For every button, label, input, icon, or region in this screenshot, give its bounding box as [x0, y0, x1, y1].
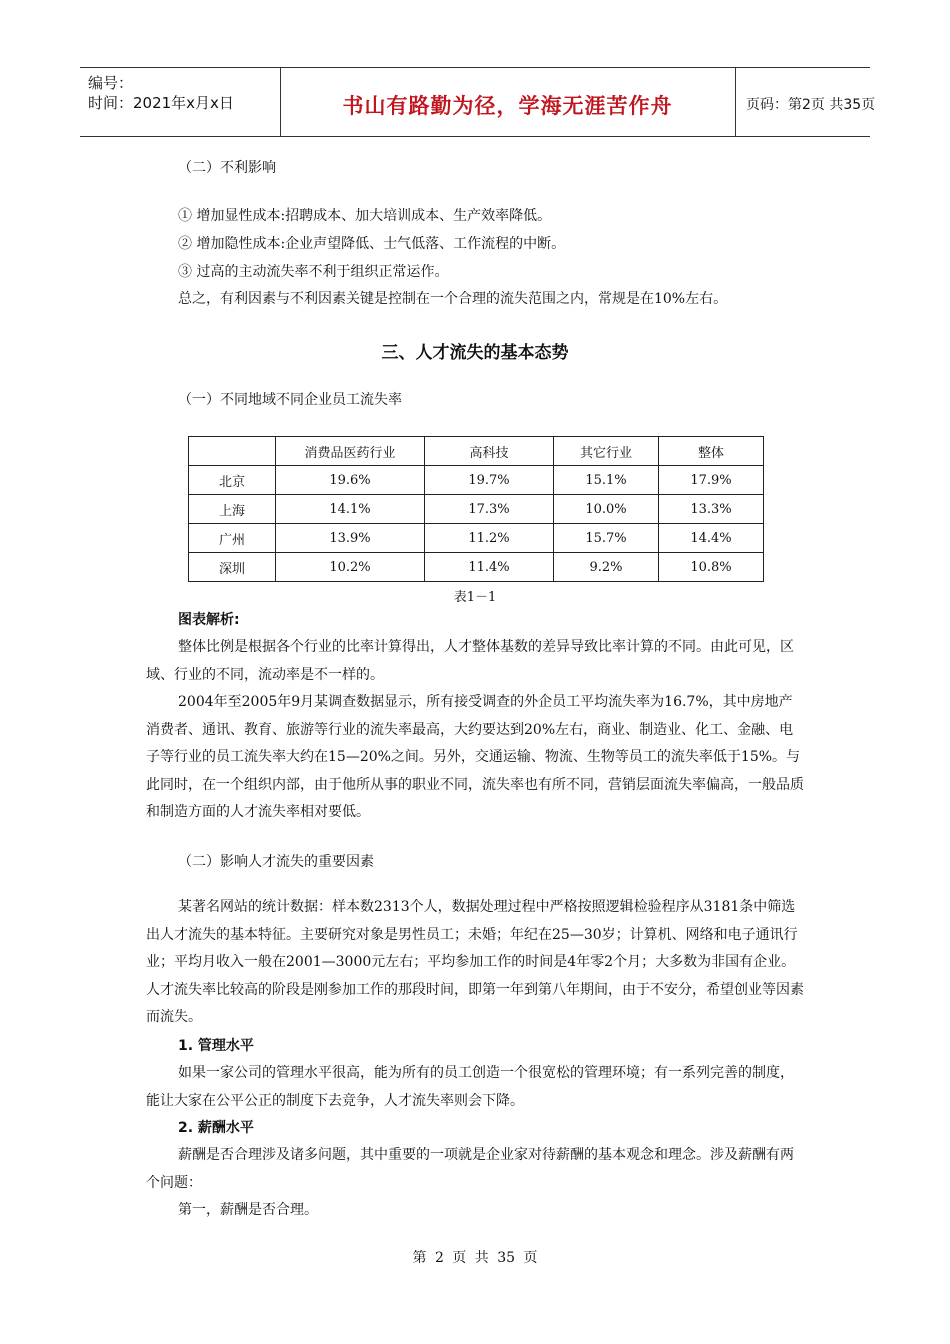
page-header [80, 67, 876, 137]
table-cell: 13.9% [276, 524, 425, 553]
table-header-cell: 高科技 [425, 437, 554, 466]
table-cell: 深圳 [189, 553, 276, 582]
table-row [189, 553, 764, 582]
table-cell: 广州 [189, 524, 276, 553]
table-header-cell [189, 437, 276, 466]
doc-time-label: 时间：2021年x月x日 [88, 94, 234, 112]
table-cell: 9.2% [554, 553, 659, 582]
doc-number-label: 编号： [88, 74, 134, 92]
salary-paragraph: 第一，薪酬是否合理。 [178, 1202, 318, 1218]
table-cell: 14.1% [276, 495, 425, 524]
header-page-cell [736, 68, 876, 136]
table-cell: 19.6% [276, 466, 425, 495]
list-item: ① 增加显性成本:招聘成本、加大培训成本、生产效率降低。 [178, 208, 552, 224]
analysis-paragraph: 整体比例是根据各个行业的比率计算得出，人才整体基数的差异导致比率计算的不同。由此可见，区域、行业的不同，流动率是不一样的。 [146, 639, 794, 683]
table-header-cell: 整体 [659, 437, 764, 466]
analysis-title: 图表解析: [178, 612, 240, 628]
table-cell: 17.9% [659, 466, 764, 495]
table-header-cell: 其它行业 [554, 437, 659, 466]
table-cell: 15.1% [554, 466, 659, 495]
table-cell: 北京 [189, 466, 276, 495]
table-cell: 13.3% [659, 495, 764, 524]
list-item: ③ 过高的主动流失率不利于组织正常运作。 [178, 264, 449, 280]
factor-heading-management: 1. 管理水平 [178, 1038, 254, 1054]
factor-heading-salary: 2. 薪酬水平 [178, 1120, 254, 1136]
table-cell: 10.0% [554, 495, 659, 524]
chapter-heading: 三、人才流失的基本态势 [381, 343, 569, 363]
table-cell: 14.4% [659, 524, 764, 553]
table-row [189, 495, 764, 524]
analysis-paragraph: 2004年至2005年9月某调查数据显示，所有接受调查的外企员工平均流失率为16.7%，其中房地产消费者、通讯、教育、旅游等行业的流失率最高，大约要达到20%左右，商业、制造业、化工、金融、电子等行业的员工流失率大约在15—20%之间。另外，交通运输、物流、生物等员工的流失率低于15%。与此同时，在一个组织内部，由于他所从事的职业不同，流失率也有所不同，营销层面流失率偏高，一般品质和制造方面的人才流失率相对要低。 [146, 694, 804, 820]
header-page-info: 页码：第2页 共35页 [746, 97, 876, 113]
subsection-title: （一）不同地域不同企业员工流失率 [178, 392, 402, 408]
table-cell: 15.7% [554, 524, 659, 553]
management-paragraph: 如果一家公司的管理水平很高，能为所有的员工创造一个很宽松的管理环境；有一系列完善的制度，能让大家在公平公正的制度下去竞争，人才流失率则会下降。 [146, 1065, 794, 1109]
page-footer: 第 2 页 共 35 页 [412, 1250, 538, 1266]
header-motto-cell [280, 68, 736, 136]
subsection-title: （二）影响人才流失的重要因素 [178, 854, 374, 870]
header-meta [80, 68, 281, 136]
list-item: ② 增加隐性成本:企业声望降低、士气低落、工作流程的中断。 [178, 236, 566, 252]
table-cell: 17.3% [425, 495, 554, 524]
table-header-cell: 消费品医药行业 [276, 437, 425, 466]
salary-paragraph: 薪酬是否合理涉及诸多问题，其中重要的一项就是企业家对待薪酬的基本观念和理念。涉及薪酬有两个问题： [146, 1147, 794, 1191]
turnover-table [188, 436, 764, 582]
table-cell: 10.2% [276, 553, 425, 582]
table-cell: 10.8% [659, 553, 764, 582]
summary-text: 总之，有利因素与不利因素关键是控制在一个合理的流失范围之内，常规是在10%左右。 [178, 291, 728, 307]
table-row [189, 524, 764, 553]
table-cell: 上海 [189, 495, 276, 524]
factors-paragraph: 某著名网站的统计数据：样本数2313个人，数据处理过程中严格按照逻辑检验程序从3181条中筛选出人才流失的基本特征。主要研究对象是男性员工；未婚；年纪在25—30岁；计算机、网络和电子通讯行业；平均月收入一般在2001—3000元左右；平均参加工作的时间是4年零2个月；大多数为非国有企业。人才流失率比较高的阶段是刚参加工作的那段时间，即第一年到第八年期间，由于不安分，希望创业等因素而流失。 [146, 899, 804, 1025]
table-header-row [189, 437, 764, 466]
section-title-negative: （二）不利影响 [178, 160, 276, 176]
table-row [189, 466, 764, 495]
table-cell: 11.4% [425, 553, 554, 582]
table-caption: 表1－1 [453, 590, 497, 605]
header-motto: 书山有路勤为径，学海无涯苦作舟 [342, 94, 673, 118]
table-cell: 11.2% [425, 524, 554, 553]
table-cell: 19.7% [425, 466, 554, 495]
